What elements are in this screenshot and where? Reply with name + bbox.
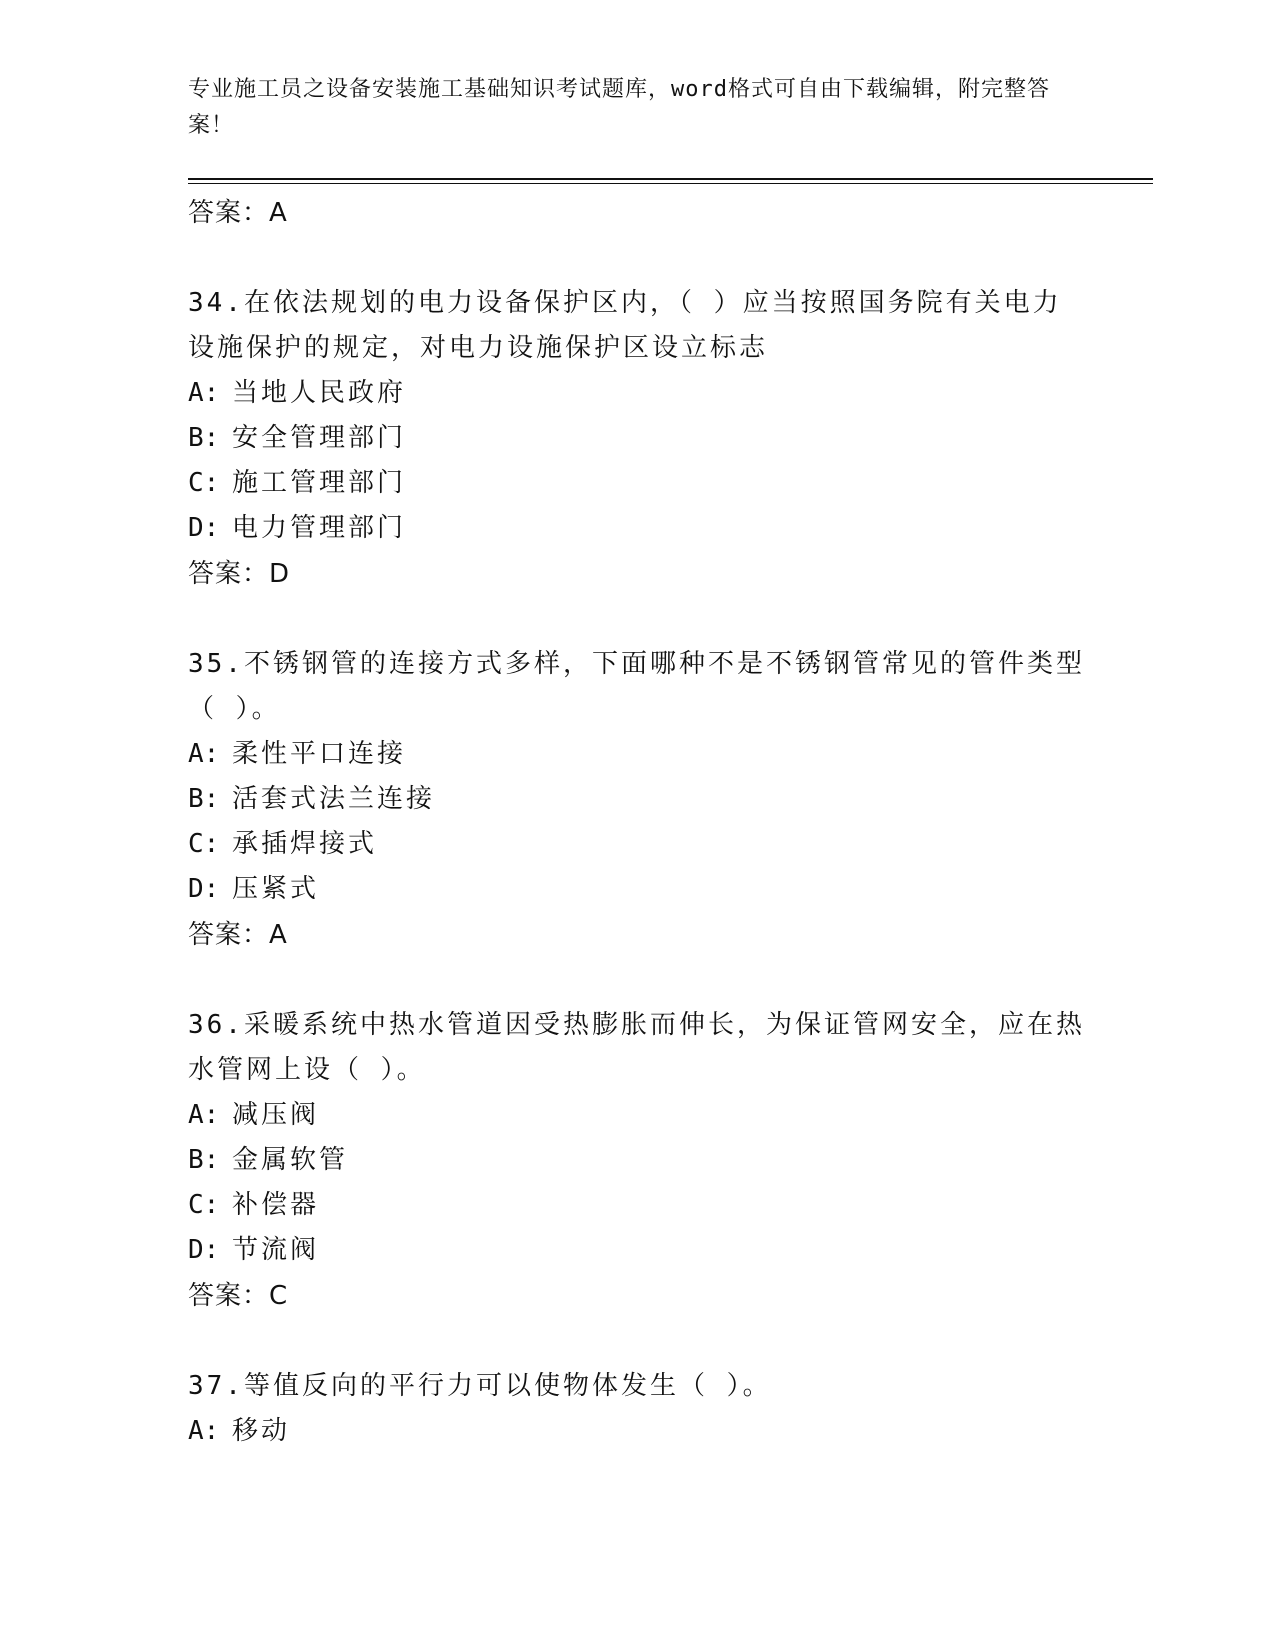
option-row — [188, 416, 1088, 461]
question-text: 34.在依法规划的电力设备保护区内，（ ）应当按照国务院有关电力设施保护的规定，对电力设施保护区设立标志 — [188, 288, 1062, 363]
option-row — [188, 1228, 1088, 1273]
option-row — [188, 732, 1088, 777]
option-text: 活套式法兰连接 — [232, 784, 436, 814]
option-text: 施工管理部门 — [232, 468, 407, 498]
option-letter: D: — [188, 874, 220, 904]
option-row — [188, 461, 1088, 506]
option-row — [188, 1183, 1088, 1228]
document-header: 专业施工员之设备安装施工基础知识考试题库，word格式可自由下载编辑，附完整答案！ — [188, 77, 1050, 138]
option-text: 金属软管 — [232, 1145, 349, 1175]
option-letter: A: — [188, 739, 220, 769]
option-row — [188, 1409, 1088, 1454]
option-text: 柔性平口连接 — [232, 739, 407, 769]
option-letter: C: — [188, 468, 220, 498]
question-text: 36.采暖系统中热水管道因受热膨胀而伸长，为保证管网安全，应在热水管网上设（ ）。 — [188, 1010, 1085, 1085]
option-row — [188, 1138, 1088, 1183]
option-letter: A: — [188, 1416, 220, 1446]
option-text: 承插焊接式 — [232, 829, 378, 859]
option-text: 移动 — [232, 1416, 291, 1446]
option-text: 减压阀 — [232, 1100, 320, 1130]
option-letter: C: — [188, 1190, 220, 1220]
header-divider-thick — [188, 178, 1153, 180]
option-letter: B: — [188, 423, 220, 453]
option-text: 安全管理部门 — [232, 423, 407, 453]
option-letter: D: — [188, 513, 220, 543]
answer-line: 答案：A — [188, 198, 288, 228]
option-text: 电力管理部门 — [232, 513, 407, 543]
answer-line: 答案：A — [188, 920, 288, 950]
spacer — [188, 236, 1088, 281]
option-row — [188, 1093, 1088, 1138]
option-letter: A: — [188, 1100, 220, 1130]
spacer — [188, 1319, 1088, 1364]
option-letter: A: — [188, 378, 220, 408]
option-letter: C: — [188, 829, 220, 859]
option-row — [188, 777, 1088, 822]
option-letter: B: — [188, 1145, 220, 1175]
option-letter: D: — [188, 1235, 220, 1265]
option-text: 节流阀 — [232, 1235, 320, 1265]
option-row — [188, 867, 1088, 912]
header-divider-thin — [188, 183, 1153, 184]
spacer — [188, 597, 1088, 642]
option-text: 压紧式 — [232, 874, 320, 904]
answer-line: 答案：C — [188, 1281, 289, 1311]
option-row — [188, 371, 1088, 416]
option-text: 当地人民政府 — [232, 378, 407, 408]
option-letter: B: — [188, 784, 220, 814]
question-text: 35.不锈钢管的连接方式多样，下面哪种不是不锈钢管常见的管件类型（ ）。 — [188, 649, 1085, 724]
answer-line: 答案：D — [188, 559, 291, 589]
document-body — [188, 190, 1088, 1454]
option-row — [188, 822, 1088, 867]
spacer — [188, 958, 1088, 1003]
question-text: 37.等值反向的平行力可以使物体发生（ ）。 — [188, 1371, 772, 1401]
option-row — [188, 506, 1088, 551]
option-text: 补偿器 — [232, 1190, 320, 1220]
